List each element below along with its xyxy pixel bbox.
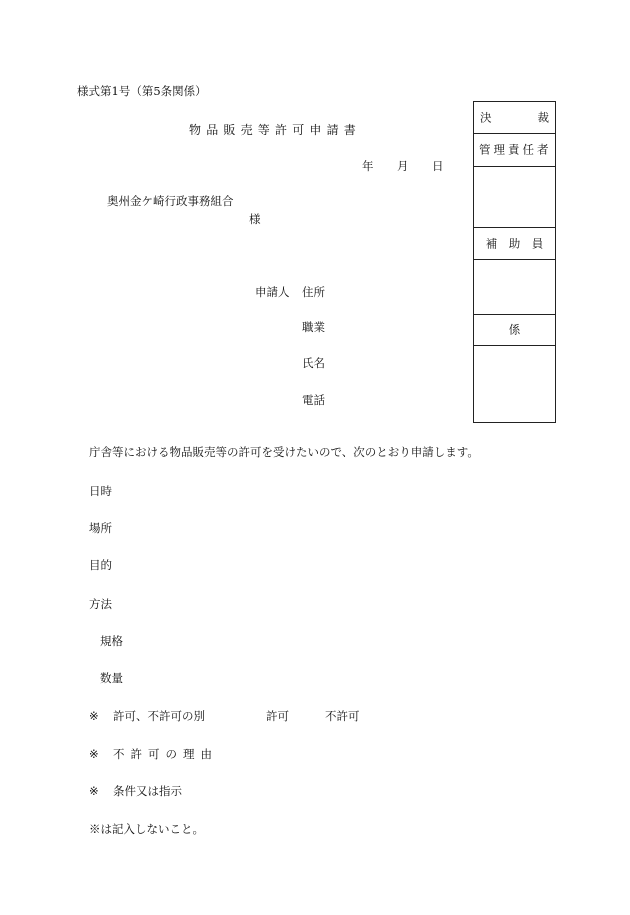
reason-mark: ※ [89,747,99,761]
document-title: 物品販売等許可申請書 [189,123,362,137]
applicant-occupation-label: 職業 [302,320,325,334]
staff-header [474,315,555,346]
assistant-label: 補 助 員 [485,235,544,250]
applicant-label: 申請人 [255,285,290,299]
date-year: 年 [362,159,374,173]
addressee-name: 奥州金ケ崎行政事務組合 [107,194,234,208]
applicant-name-label: 氏名 [302,356,325,370]
permit-no: 不許可 [325,709,360,723]
applicant-phone-label: 電話 [302,393,325,407]
item-spec: 規格 [100,634,123,648]
date-month: 月 [397,159,409,173]
footnote: ※は記入しないこと。 [89,822,204,836]
assistant-stamp-area [474,260,555,315]
manager-label: 管理責任者 [479,142,552,157]
form-code: 様式第1号（第5条関係） [77,84,207,98]
application-statement: 庁舎等における物品販売等の許可を受けたいので、次のとおり申請します。 [89,445,479,459]
item-purpose: 目的 [89,558,112,572]
staff-label: 係 [508,322,521,337]
permit-yes: 許可 [266,709,289,723]
assistant-header [474,228,555,260]
permit-label: 許可、不許可の別 [113,709,205,723]
addressee-honorific: 様 [249,212,261,226]
staff-stamp-area [474,346,555,422]
decision-header [474,102,555,134]
approval-box [473,101,556,423]
item-datetime: 日時 [89,484,112,498]
manager-stamp-area [474,167,555,228]
conditions-label: 条件又は指示 [113,784,182,798]
manager-header [474,134,555,167]
applicant-address-label: 住所 [302,285,325,299]
permit-mark: ※ [89,709,99,723]
item-quantity: 数量 [100,671,123,685]
decision-label-left: 決 [480,109,492,124]
reason-label: 不許可の理由 [113,747,218,761]
item-place: 場所 [89,521,112,535]
item-method: 方法 [89,597,112,611]
decision-label-right: 裁 [537,109,549,124]
date-day: 日 [432,159,444,173]
conditions-mark: ※ [89,784,99,798]
